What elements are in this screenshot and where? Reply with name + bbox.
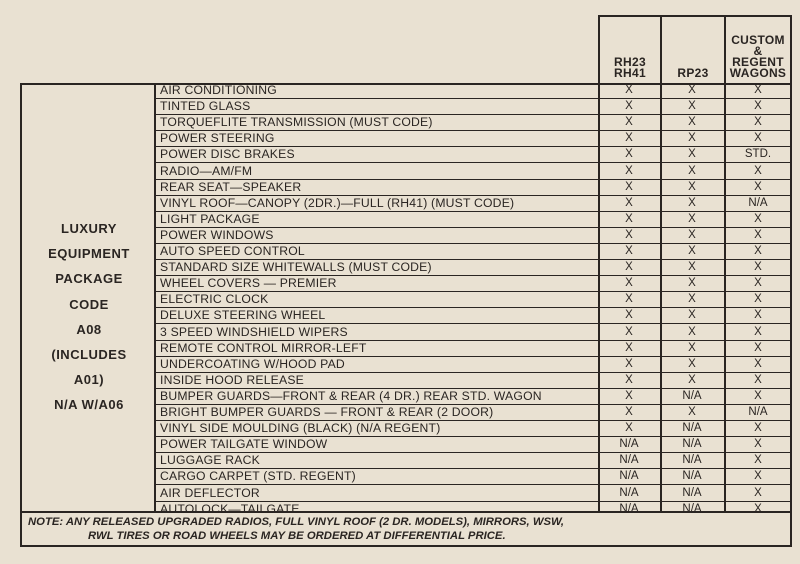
- note-line-2: RWL TIRES OR ROAD WHEELS MAY BE ORDERED AT DIFFERENTIAL PRICE.: [88, 530, 506, 542]
- table-row: [156, 147, 792, 163]
- availability-rp: X: [688, 406, 696, 418]
- table-row: [156, 276, 792, 292]
- availability-cw: X: [754, 245, 762, 257]
- option-name: STANDARD SIZE WHITEWALLS (MUST CODE): [160, 260, 432, 275]
- option-name: LUGGAGE RACK: [160, 453, 260, 468]
- availability-cw: X: [754, 454, 762, 467]
- package-label-line: CODE: [69, 296, 109, 312]
- option-name: DELUXE STEERING WHEEL: [160, 308, 326, 323]
- option-name: POWER WINDOWS: [160, 227, 274, 242]
- availability-cw: N/A: [748, 196, 768, 209]
- table-row: [156, 99, 792, 115]
- availability-rp: X: [688, 293, 696, 306]
- availability-cw: X: [754, 502, 762, 515]
- availability-cw: X: [754, 132, 762, 145]
- option-name: VINYL SIDE MOULDING (BLACK) (N/A REGENT): [160, 421, 441, 436]
- availability-rh: X: [625, 164, 633, 177]
- availability-rh: X: [625, 406, 633, 418]
- option-name: POWER DISC BRAKES: [160, 147, 295, 162]
- package-label-line: A01): [73, 372, 105, 388]
- table-row: [156, 389, 792, 405]
- availability-rp: X: [688, 373, 696, 386]
- availability-rp: X: [688, 148, 696, 161]
- availability-rh: X: [625, 373, 633, 386]
- availability-rp: X: [688, 325, 696, 338]
- package-label-line: (INCLUDES: [51, 347, 127, 363]
- availability-rp: X: [688, 164, 696, 177]
- table-row: [156, 180, 792, 196]
- option-name: TINTED GLASS: [160, 99, 251, 114]
- availability-cw: X: [754, 228, 762, 241]
- availability-rp: N/A: [682, 438, 702, 451]
- table-row: [156, 437, 792, 453]
- table-row: [156, 292, 792, 308]
- availability-rh: N/A: [619, 502, 639, 515]
- option-name: CARGO CARPET (STD. REGENT): [160, 469, 356, 484]
- availability-rp: X: [688, 212, 696, 225]
- availability-rh: X: [625, 228, 633, 241]
- package-label: [22, 216, 156, 418]
- option-name: POWER TAILGATE WINDOW: [160, 437, 328, 452]
- availability-rh: X: [625, 148, 633, 161]
- table-row: [156, 486, 792, 502]
- package-label-line: LUXURY: [61, 221, 117, 236]
- availability-cw: X: [754, 325, 762, 338]
- table-row: [156, 196, 792, 212]
- availability-cw: X: [754, 309, 762, 322]
- column-divider: [660, 83, 662, 513]
- availability-rp: X: [688, 341, 696, 354]
- availability-rp: X: [688, 196, 696, 209]
- availability-rh: X: [625, 325, 633, 338]
- availability-rp: X: [688, 309, 696, 322]
- availability-rh: X: [625, 357, 633, 370]
- availability-cw: X: [754, 164, 762, 177]
- availability-rh: N/A: [619, 486, 639, 499]
- availability-rh: X: [625, 341, 633, 354]
- availability-cw: X: [754, 373, 762, 386]
- availability-rh: X: [625, 84, 633, 96]
- availability-rp: N/A: [682, 502, 702, 515]
- availability-rh: X: [625, 132, 633, 145]
- table-row: [156, 244, 792, 260]
- availability-cw: X: [754, 100, 762, 113]
- availability-rp: X: [688, 180, 696, 193]
- availability-rh: X: [625, 100, 633, 113]
- availability-cw: STD.: [744, 148, 772, 161]
- column-header-label: CUSTOM & REGENT WAGONS: [729, 33, 787, 80]
- option-name: BRIGHT BUMPER GUARDS — FRONT & REAR (2 DOOR): [160, 405, 494, 419]
- availability-rh: X: [625, 196, 633, 209]
- option-name: LIGHT PACKAGE: [160, 211, 260, 226]
- availability-rh: X: [625, 389, 633, 402]
- package-label-line: EQUIPMENT: [48, 246, 130, 262]
- option-name: 3 SPEED WINDSHIELD WIPERS: [160, 324, 348, 339]
- availability-rp: N/A: [682, 454, 702, 467]
- table-row: [156, 212, 792, 228]
- availability-cw: X: [754, 180, 762, 193]
- column-header-rp23: [660, 15, 726, 83]
- option-name: ELECTRIC CLOCK: [160, 292, 269, 307]
- availability-rh: X: [625, 245, 633, 257]
- table-row: [156, 373, 792, 389]
- option-name: POWER STEERING: [160, 131, 275, 146]
- table-row: [156, 341, 792, 357]
- option-name: REAR SEAT—SPEAKER: [160, 179, 302, 194]
- option-name: RADIO—AM/FM: [160, 163, 253, 178]
- package-label-line: PACKAGE: [55, 271, 123, 287]
- option-name: AIR CONDITIONING: [160, 83, 277, 97]
- availability-rh: X: [625, 180, 633, 193]
- table-row: [156, 260, 792, 276]
- table-row: [156, 164, 792, 180]
- table-row: [156, 405, 792, 421]
- option-name: UNDERCOATING W/HOOD PAD: [160, 356, 345, 371]
- option-name: INSIDE HOOD RELEASE: [160, 372, 304, 387]
- availability-rp: N/A: [682, 470, 702, 483]
- table-row: [156, 115, 792, 131]
- availability-rh: X: [625, 422, 633, 435]
- availability-cw: X: [754, 277, 762, 290]
- availability-rp: X: [688, 357, 696, 370]
- column-header-label: RH23 RH41: [614, 55, 646, 80]
- availability-cw: X: [754, 438, 762, 451]
- availability-rh: X: [625, 277, 633, 290]
- table-row: [156, 308, 792, 324]
- availability-rh: X: [625, 261, 633, 274]
- availability-rp: N/A: [682, 389, 702, 402]
- column-header-rh23-rh41: [598, 15, 662, 83]
- availability-rp: X: [688, 100, 696, 113]
- availability-cw: X: [754, 84, 762, 96]
- option-name: VINYL ROOF—CANOPY (2DR.)—FULL (RH41) (MUST CODE): [160, 195, 515, 210]
- note-line-1: NOTE: ANY RELEASED UPGRADED RADIOS, FULL VINYL ROOF (2 DR. MODELS), MIRRORS, WSW,: [28, 516, 564, 528]
- availability-rp: X: [688, 228, 696, 241]
- option-name: BUMPER GUARDS—FRONT & REAR (4 DR.) REAR STD. WAGON: [160, 388, 542, 403]
- availability-cw: N/A: [748, 406, 768, 418]
- column-header-label: RP23: [677, 66, 709, 80]
- availability-cw: X: [754, 486, 762, 499]
- package-label-line: N/A W/A06: [54, 397, 124, 413]
- package-label-line: A08: [76, 321, 102, 337]
- column-header-custom-regent-wagons: [724, 15, 792, 83]
- availability-rp: X: [688, 261, 696, 274]
- availability-rh: N/A: [619, 454, 639, 467]
- availability-rh: X: [625, 212, 633, 225]
- availability-rh: X: [625, 293, 633, 306]
- availability-cw: X: [754, 341, 762, 354]
- availability-rp: X: [688, 116, 696, 129]
- table-row: [156, 228, 792, 244]
- table-row: [156, 131, 792, 147]
- availability-cw: X: [754, 422, 762, 435]
- option-name: TORQUEFLITE TRANSMISSION (MUST CODE): [160, 115, 433, 130]
- availability-cw: X: [754, 212, 762, 225]
- table-row: [156, 469, 792, 485]
- availability-cw: X: [754, 357, 762, 370]
- option-name: REMOTE CONTROL MIRROR-LEFT: [160, 340, 367, 355]
- availability-cw: X: [754, 116, 762, 129]
- column-divider: [598, 83, 600, 513]
- availability-cw: X: [754, 470, 762, 483]
- table-row: [156, 325, 792, 341]
- table-row: [156, 83, 792, 99]
- note-box: [20, 513, 792, 547]
- availability-rh: X: [625, 116, 633, 129]
- availability-rp: X: [688, 84, 696, 96]
- availability-rp: N/A: [682, 422, 702, 435]
- availability-cw: X: [754, 261, 762, 274]
- table-row: [156, 453, 792, 469]
- availability-rh: X: [625, 309, 633, 322]
- option-name: AIR DEFLECTOR: [160, 485, 260, 500]
- availability-rp: N/A: [682, 486, 702, 499]
- availability-rp: X: [688, 132, 696, 145]
- table-row: [156, 357, 792, 373]
- table-row: [156, 421, 792, 437]
- column-divider: [724, 83, 726, 513]
- option-name: AUTO SPEED CONTROL: [160, 244, 305, 258]
- option-name: AUTOLOCK—TAILGATE: [160, 501, 300, 516]
- availability-cw: X: [754, 293, 762, 306]
- availability-rp: X: [688, 277, 696, 290]
- availability-rh: N/A: [619, 438, 639, 451]
- availability-rp: X: [688, 245, 696, 257]
- availability-cw: X: [754, 389, 762, 402]
- availability-rh: N/A: [619, 470, 639, 483]
- option-name: WHEEL COVERS — PREMIER: [160, 276, 337, 291]
